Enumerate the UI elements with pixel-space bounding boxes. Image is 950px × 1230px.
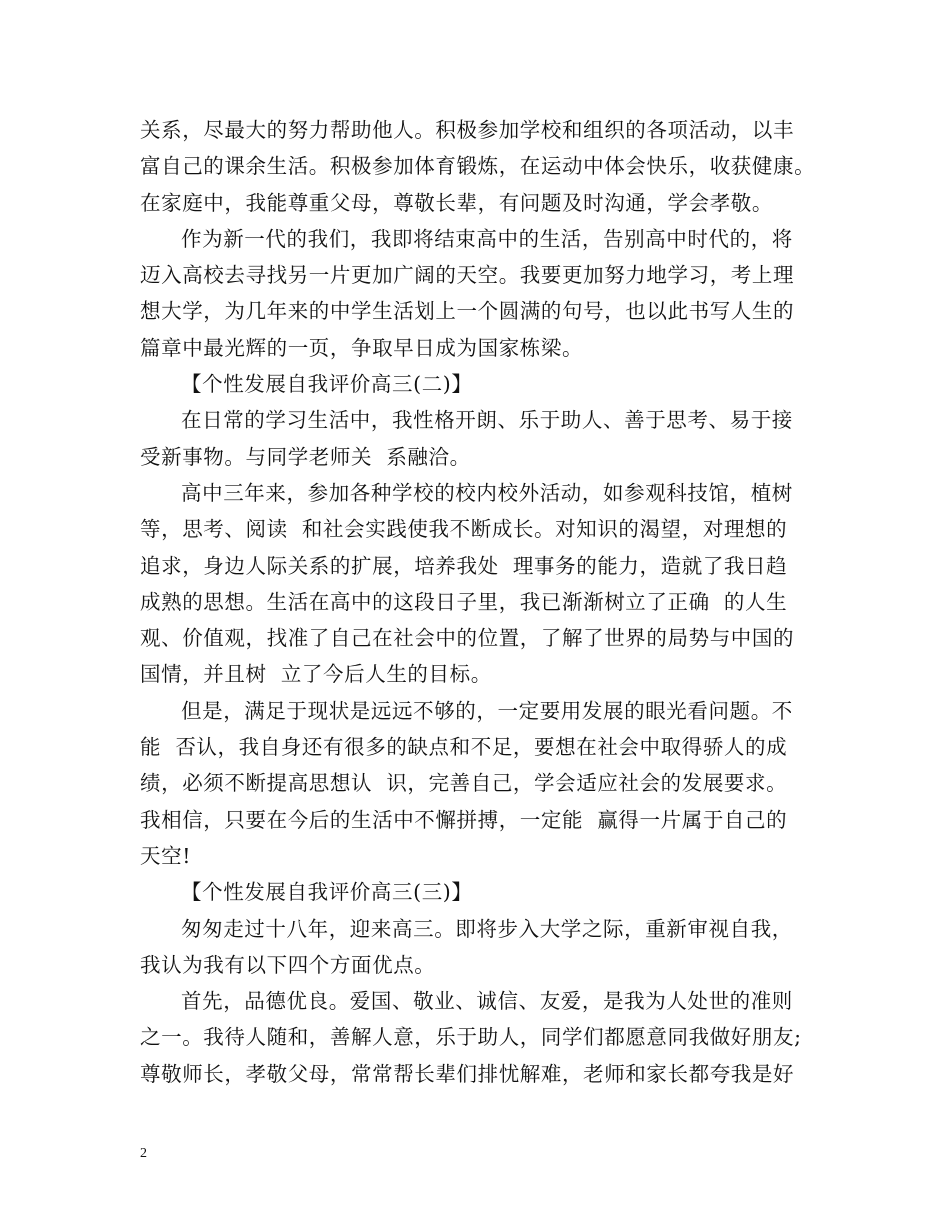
text-line: 篇章中最光辉的一页，争取早日成为国家栋梁。 <box>140 335 584 360</box>
text-line: 我相信，只要在今后的生活中不懈拼搏，一定能 赢得一片属于自己的 <box>140 807 788 832</box>
text-line: 首先，品德优良。爱国、敬业、诚信、友爱，是我为人处世的准则 <box>181 989 793 1014</box>
text-line: 尊敬师长，孝敬父母，常常帮长辈们排忧解难，老师和家长都夸我是好 <box>140 1061 795 1086</box>
text-line: 绩，必须不断提高思想认 识，完善自己，学会适应社会的发展要求。 <box>140 771 788 796</box>
text-line: 能 否认，我自身还有很多的缺点和不足，要想在社会中取得骄人的成 <box>140 735 788 760</box>
text-line: 【个性发展自我评价高三(三)】 <box>181 880 473 905</box>
text-line: 作为新一代的我们，我即将结束高中的生活，告别高中时代的，将 <box>181 226 793 251</box>
text-line: 【个性发展自我评价高三(二)】 <box>181 372 473 397</box>
text-line: 受新事物。与同学老师关 系融洽。 <box>140 444 471 469</box>
text-line: 高中三年来，参加各种学校的校内校外活动，如参观科技馆，植树 <box>181 480 793 505</box>
text-line: 等，思考、阅读 和社会实践使我不断成长。对知识的渴望，对理想的 <box>140 517 788 542</box>
text-line: 富自己的课余生活。积极参加体育锻炼，在运动中体会快乐，收获健康。 <box>140 154 816 179</box>
text-line: 国情，并且树 立了今后人生的目标。 <box>140 662 492 687</box>
text-line: 但是，满足于现状是远远不够的，一定要用发展的眼光看问题。不 <box>181 698 793 723</box>
text-line: 迈入高校去寻找另一片更加广阔的天空。我要更加努力地学习，考上理 <box>140 263 795 288</box>
text-line: 天空! <box>140 843 192 868</box>
document-body <box>140 112 830 1092</box>
text-line: 在日常的学习生活中，我性格开朗、乐于助人、善于思考、易于接 <box>181 408 793 433</box>
text-line: 匆匆走过十八年，迎来高三。即将步入大学之际，重新审视自我， <box>181 916 793 941</box>
text-line: 关系，尽最大的努力帮助他人。积极参加学校和组织的各项活动，以丰 <box>140 118 795 142</box>
text-line: 成熟的思想。生活在高中的这段日子里，我已渐渐树立了正确 的人生 <box>140 589 788 614</box>
page-number: 2 <box>140 1146 147 1161</box>
text-line: 之一。我待人随和，善解人意，乐于助人，同学们都愿意同我做好朋友; <box>140 1025 802 1050</box>
text-line: 我认为我有以下四个方面优点。 <box>140 952 436 977</box>
text-line: 追求，身边人际关系的扩展，培养我处 理事务的能力，造就了我日趋 <box>140 553 788 578</box>
text-line: 观、价值观，找准了自己在社会中的位置，了解了世界的局势与中国的 <box>140 626 795 651</box>
text-line: 在家庭中，我能尊重父母，尊敬长辈，有问题及时沟通，学会孝敬。 <box>140 190 773 215</box>
text-line: 想大学，为几年来的中学生活划上一个圆满的句号，也以此书写人生的 <box>140 299 795 324</box>
